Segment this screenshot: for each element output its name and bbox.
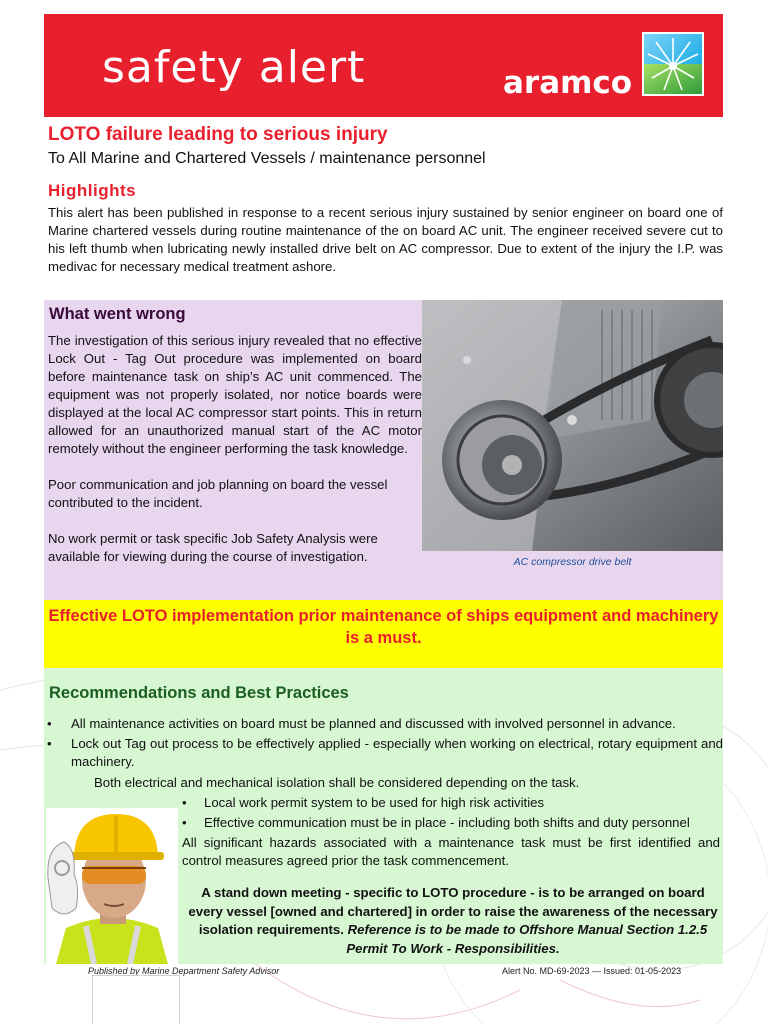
highlights-text: This alert has been published in response to a recent serious injury sustained by senior engineer on board one of Marine chartered vessels during routine maintenance of the on board AC unit. The engineer received severe cut to his left thumb when lubricating newly installed drive belt on AC compressor. Due to extent of the injury the I.P. was medivac for necessary medical treatment ashore. xyxy=(48,205,723,274)
alert-intro xyxy=(48,124,723,276)
recommendations-section xyxy=(44,668,723,964)
header-banner xyxy=(44,14,723,117)
list-item: • Effective communication must be in place - including both shifts and duty personnel xyxy=(180,814,720,832)
manual-reference: Reference is to be made to Offshore Manual Section 1.2.5 Permit To Work - Responsibilities. xyxy=(346,922,708,956)
isolation-note: Both electrical and mechanical isolation shall be considered depending on the task. xyxy=(94,775,580,790)
wrong-paragraph: Poor communication and job planning on board the vessel contributed to the incident. xyxy=(48,477,388,510)
footer-publisher: Published by Marine Department Safety Advisor xyxy=(88,966,280,976)
list-item: • All maintenance activities on board must be planned and discussed with involved personnel in advance. xyxy=(44,715,723,733)
what-went-wrong-heading: What went wrong xyxy=(49,305,186,323)
alert-audience: To All Marine and Chartered Vessels / maintenance personnel xyxy=(48,150,486,167)
hazards-text: All significant hazards associated with a maintenance task must be first identified and control measures agreed prior the task commencement. xyxy=(182,835,720,868)
stand-down-notice xyxy=(186,884,720,958)
highlights-heading: Highlights xyxy=(48,181,137,200)
wrong-paragraph: No work permit or task specific Job Safety Analysis were available for viewing during the course of investigation. xyxy=(48,531,378,564)
ac-compressor-photo xyxy=(422,300,723,551)
list-item: • Lock out Tag out process to be effectively applied - especially when working on electrical, rotary equipment and machinery. xyxy=(44,735,723,771)
header-title: safety alert xyxy=(102,42,366,93)
sub-recommendations-list xyxy=(180,794,720,834)
photo-caption: AC compressor drive belt xyxy=(513,556,632,568)
safety-worker-image xyxy=(46,808,178,964)
brand-name: aramco xyxy=(503,65,633,101)
stand-down-text: A stand down meeting - specific to LOTO procedure - is to be arranged on board every vessel [owned and chartered] in order to raise the awareness of the necessary isolation requirements. xyxy=(188,885,718,937)
recommendations-heading: Recommendations and Best Practices xyxy=(49,684,349,702)
footer-alert-info: Alert No. MD-69-2023 — Issued: 01-05-2023 xyxy=(502,966,682,976)
what-went-wrong-section xyxy=(44,300,723,600)
wrong-paragraph: The investigation of this serious injury revealed that no effective Lock Out - Tag Out procedure was implemented on board before maintenance task on ship’s AC unit commenced. The equipment was not properly isolated, nor notice boards were displayed at the local AC compressor start points. This in return allowed for an unauthorized manual start of the AC motor remotely without the engineer performing the task knowledge. xyxy=(48,333,422,456)
recommendations-list xyxy=(44,715,723,773)
key-message-banner: Effective LOTO implementation prior maintenance of ships equipment and machinery is a must. xyxy=(44,600,723,668)
aramco-logo-icon xyxy=(642,32,704,96)
footer-frame xyxy=(92,975,180,1024)
list-item: • Local work permit system to be used for high risk activities xyxy=(180,794,720,812)
what-went-wrong-text xyxy=(48,332,422,584)
alert-title: LOTO failure leading to serious injury xyxy=(48,124,388,145)
